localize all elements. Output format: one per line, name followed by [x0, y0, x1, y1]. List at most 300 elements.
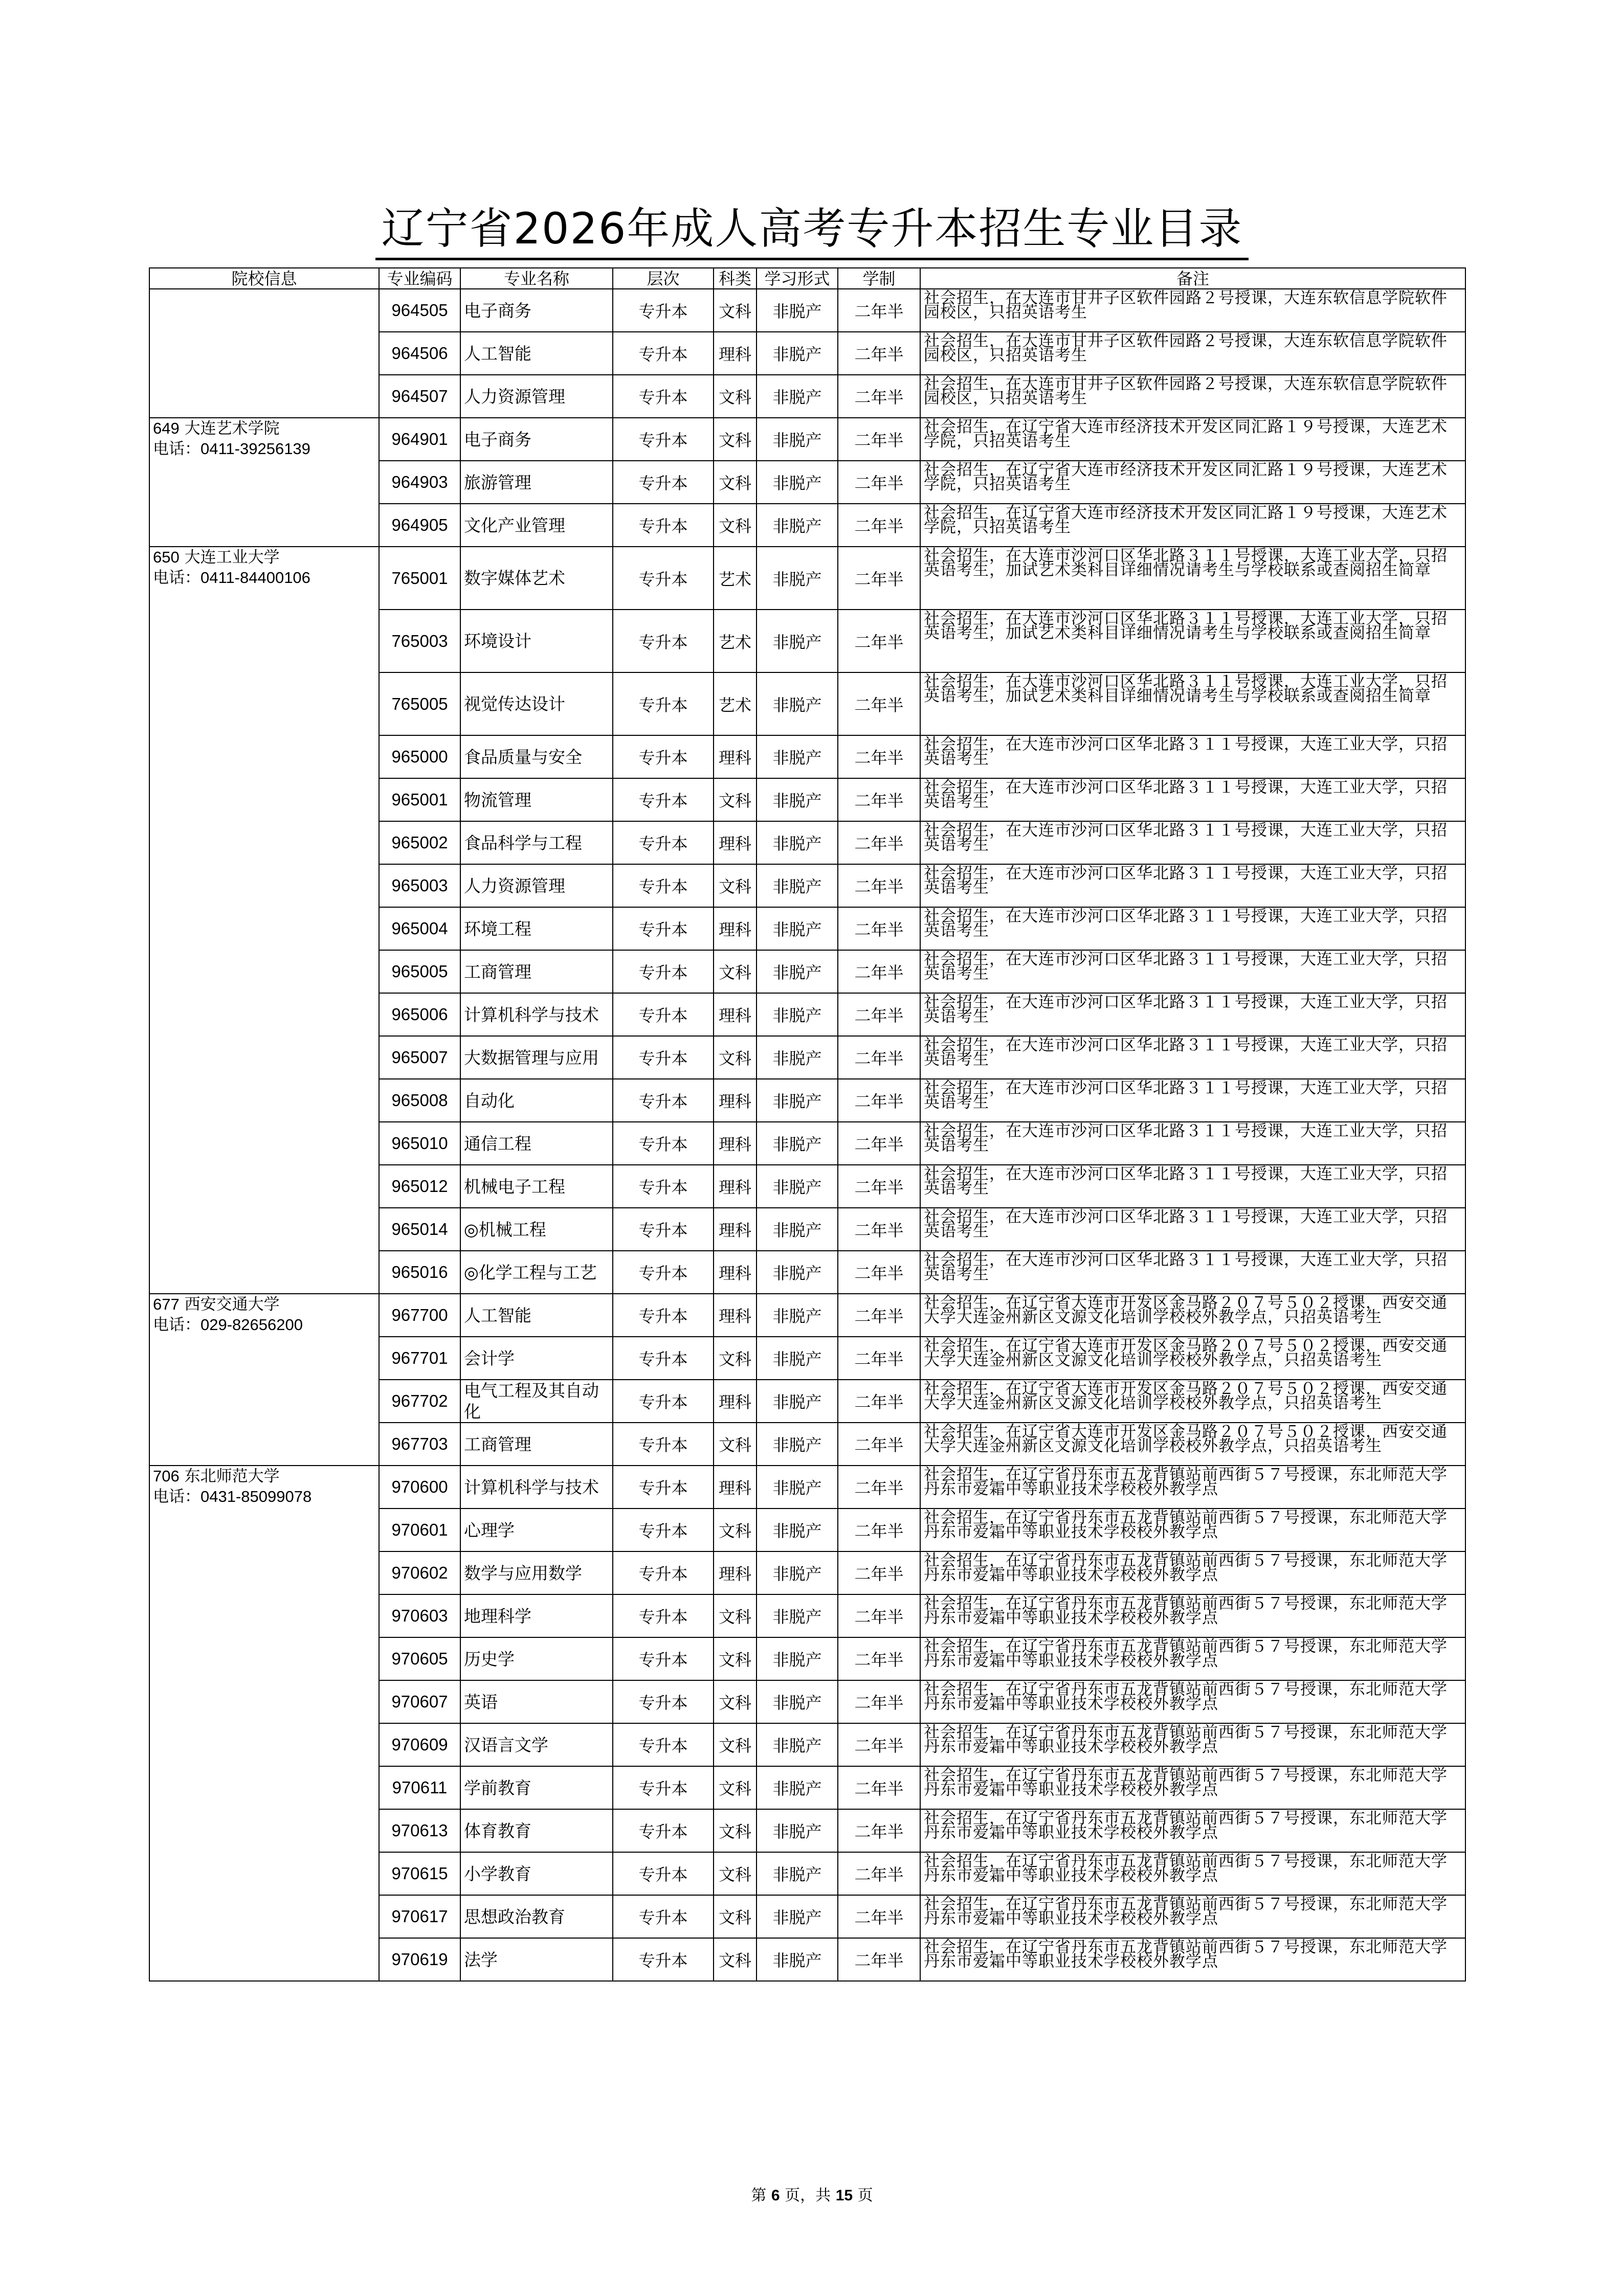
major-name-cell: 食品科学与工程 — [460, 821, 613, 864]
category-cell: 理科 — [714, 821, 757, 864]
category-cell: 理科 — [714, 1294, 757, 1337]
footer-prefix: 第 — [751, 2187, 767, 2204]
institution-name-line — [153, 547, 375, 568]
remarks-cell: 社会招生，在辽宁省丹东市五龙背镇站前西街５７号授课，东北师范大学丹东市爱霜中等职业技术学校校外教学点 — [920, 1509, 1465, 1551]
remarks-cell: 社会招生，在大连市沙河口区华北路３１１号授课，大连工业大学，只招英语考生 — [920, 1036, 1465, 1079]
major-code-cell: 964905 — [379, 504, 460, 547]
major-code-cell: 965016 — [379, 1251, 460, 1294]
duration-cell: 二年半 — [838, 1938, 920, 1981]
major-code-cell: 970617 — [379, 1895, 460, 1938]
page-title — [0, 200, 1624, 260]
major-code-cell: 765005 — [379, 672, 460, 735]
category-cell: 文科 — [714, 1938, 757, 1981]
study-form-cell: 非脱产 — [757, 1036, 838, 1079]
major-name-cell: 数字媒体艺术 — [460, 547, 613, 610]
major-name-cell: 英语 — [460, 1680, 613, 1723]
major-code-cell: 970619 — [379, 1938, 460, 1981]
major-name-cell: 工商管理 — [460, 950, 613, 993]
duration-cell: 二年半 — [838, 821, 920, 864]
category-cell: 文科 — [714, 1680, 757, 1723]
category-cell: 文科 — [714, 1895, 757, 1938]
major-name-cell: 计算机科学与技术 — [460, 993, 613, 1036]
major-name-cell: 大数据管理与应用 — [460, 1036, 613, 1079]
remarks-cell: 社会招生，在大连市甘井子区软件园路２号授课，大连东软信息学院软件园校区，只招英语考生 — [920, 375, 1465, 418]
study-form-cell: 非脱产 — [757, 1466, 838, 1509]
level-cell: 专升本 — [613, 1637, 714, 1680]
study-form-cell: 非脱产 — [757, 950, 838, 993]
study-form-cell: 非脱产 — [757, 1723, 838, 1766]
table-row — [149, 1294, 1465, 1337]
category-cell: 理科 — [714, 907, 757, 950]
major-code-cell: 964505 — [379, 289, 460, 332]
category-cell: 文科 — [714, 1723, 757, 1766]
major-name-cell: 食品质量与安全 — [460, 735, 613, 778]
remarks-cell: 社会招生，在大连市沙河口区华北路３１１号授课，大连工业大学，只招英语考生 — [920, 778, 1465, 821]
duration-cell: 二年半 — [838, 864, 920, 907]
institution-cell — [149, 547, 379, 1294]
institution-cell — [149, 289, 379, 418]
header-remarks: 备注 — [920, 268, 1465, 289]
level-cell: 专升本 — [613, 332, 714, 375]
study-form-cell: 非脱产 — [757, 1680, 838, 1723]
remarks-cell: 社会招生，在大连市沙河口区华北路３１１号授课，大连工业大学，只招英语考生，加试艺术类科目详细情况请考生与学校联系或查阅招生简章 — [920, 672, 1465, 735]
duration-cell: 二年半 — [838, 418, 920, 461]
duration-cell: 二年半 — [838, 1680, 920, 1723]
level-cell: 专升本 — [613, 1509, 714, 1551]
institution-name-line — [153, 418, 375, 439]
category-cell: 文科 — [714, 1423, 757, 1466]
remarks-cell: 社会招生，在辽宁省大连市开发区金马路２０７号５０２授课，西安交通大学大连金州新区文源文化培训学校校外教学点，只招英语考生 — [920, 1337, 1465, 1380]
major-name-cell: 人工智能 — [460, 1294, 613, 1337]
footer-suffix: 页 — [857, 2187, 873, 2204]
major-name-cell: 小学教育 — [460, 1852, 613, 1895]
duration-cell: 二年半 — [838, 1723, 920, 1766]
major-code-cell: 970609 — [379, 1723, 460, 1766]
category-cell: 理科 — [714, 1165, 757, 1208]
category-cell: 文科 — [714, 461, 757, 504]
category-cell: 文科 — [714, 950, 757, 993]
category-cell: 文科 — [714, 1809, 757, 1852]
institution-phone: 电话：0431-85099078 — [153, 1488, 312, 1505]
major-name-cell: 心理学 — [460, 1509, 613, 1551]
institution-code: 650 — [153, 548, 180, 566]
level-cell: 专升本 — [613, 461, 714, 504]
major-name-cell: 会计学 — [460, 1337, 613, 1380]
duration-cell: 二年半 — [838, 993, 920, 1036]
duration-cell: 二年半 — [838, 1594, 920, 1637]
duration-cell: 二年半 — [838, 504, 920, 547]
remarks-cell: 社会招生，在辽宁省丹东市五龙背镇站前西街５７号授课，东北师范大学丹东市爱霜中等职业技术学校校外教学点 — [920, 1594, 1465, 1637]
duration-cell: 二年半 — [838, 1122, 920, 1165]
footer-total-pages: 15 — [835, 2187, 853, 2204]
level-cell: 专升本 — [613, 1423, 714, 1466]
institution-code: 649 — [153, 419, 180, 437]
major-code-cell: 765003 — [379, 610, 460, 672]
major-code-cell: 970611 — [379, 1766, 460, 1809]
major-name-cell: ◎化学工程与工艺 — [460, 1251, 613, 1294]
duration-cell: 二年半 — [838, 289, 920, 332]
level-cell: 专升本 — [613, 289, 714, 332]
header-study-form: 学习形式 — [757, 268, 838, 289]
institution-cell — [149, 418, 379, 547]
major-name-cell: 计算机科学与技术 — [460, 1466, 613, 1509]
header-level: 层次 — [613, 268, 714, 289]
major-name-cell: 学前教育 — [460, 1766, 613, 1809]
category-cell: 文科 — [714, 778, 757, 821]
duration-cell: 二年半 — [838, 1294, 920, 1337]
remarks-cell: 社会招生，在大连市沙河口区华北路３１１号授课，大连工业大学，只招英语考生 — [920, 1079, 1465, 1122]
major-code-cell: 970613 — [379, 1809, 460, 1852]
remarks-cell: 社会招生，在大连市沙河口区华北路３１１号授课，大连工业大学，只招英语考生，加试艺术类科目详细情况请考生与学校联系或查阅招生简章 — [920, 547, 1465, 610]
major-name-cell: 汉语言文学 — [460, 1723, 613, 1766]
major-code-cell: 965006 — [379, 993, 460, 1036]
header-major-name: 专业名称 — [460, 268, 613, 289]
category-cell: 艺术 — [714, 547, 757, 610]
major-code-cell: 967701 — [379, 1337, 460, 1380]
major-code-cell: 965001 — [379, 778, 460, 821]
category-cell: 理科 — [714, 332, 757, 375]
page-title-text: 辽宁省2026年成人高考专升本招生专业目录 — [375, 200, 1249, 260]
study-form-cell: 非脱产 — [757, 1637, 838, 1680]
major-code-cell: 967702 — [379, 1380, 460, 1423]
major-name-cell: 环境工程 — [460, 907, 613, 950]
level-cell: 专升本 — [613, 1380, 714, 1423]
level-cell: 专升本 — [613, 1251, 714, 1294]
level-cell: 专升本 — [613, 778, 714, 821]
remarks-cell: 社会招生，在大连市沙河口区华北路３１１号授课，大连工业大学，只招英语考生 — [920, 821, 1465, 864]
major-name-cell: 电子商务 — [460, 289, 613, 332]
category-cell: 文科 — [714, 504, 757, 547]
major-name-cell: 体育教育 — [460, 1809, 613, 1852]
category-cell: 文科 — [714, 289, 757, 332]
major-name-cell: 数学与应用数学 — [460, 1551, 613, 1594]
study-form-cell: 非脱产 — [757, 1165, 838, 1208]
duration-cell: 二年半 — [838, 1509, 920, 1551]
level-cell: 专升本 — [613, 504, 714, 547]
level-cell: 专升本 — [613, 1852, 714, 1895]
header-major-code: 专业编码 — [379, 268, 460, 289]
duration-cell: 二年半 — [838, 1895, 920, 1938]
major-code-cell: 964901 — [379, 418, 460, 461]
major-code-cell: 970601 — [379, 1509, 460, 1551]
major-code-cell: 965002 — [379, 821, 460, 864]
remarks-cell: 社会招生，在大连市沙河口区华北路３１１号授课，大连工业大学，只招英语考生，加试艺术类科目详细情况请考生与学校联系或查阅招生简章 — [920, 610, 1465, 672]
study-form-cell: 非脱产 — [757, 1294, 838, 1337]
study-form-cell: 非脱产 — [757, 1380, 838, 1423]
major-code-cell: 965007 — [379, 1036, 460, 1079]
category-cell: 文科 — [714, 418, 757, 461]
table-header-row — [149, 268, 1465, 289]
footer-middle: 页，共 — [785, 2187, 831, 2204]
duration-cell: 二年半 — [838, 1466, 920, 1509]
institution-name: 大连工业大学 — [184, 548, 280, 567]
category-cell: 文科 — [714, 864, 757, 907]
duration-cell: 二年半 — [838, 1165, 920, 1208]
remarks-cell: 社会招生，在大连市甘井子区软件园路２号授课，大连东软信息学院软件园校区，只招英语考生 — [920, 289, 1465, 332]
remarks-cell: 社会招生，在辽宁省丹东市五龙背镇站前西街５７号授课，东北师范大学丹东市爱霜中等职业技术学校校外教学点 — [920, 1809, 1465, 1852]
study-form-cell: 非脱产 — [757, 1122, 838, 1165]
remarks-cell: 社会招生，在辽宁省大连市经济技术开发区同汇路１９号授课，大连艺术学院，只招英语考生 — [920, 504, 1465, 547]
major-code-cell: 965010 — [379, 1122, 460, 1165]
study-form-cell: 非脱产 — [757, 864, 838, 907]
study-form-cell: 非脱产 — [757, 735, 838, 778]
category-cell: 理科 — [714, 1079, 757, 1122]
duration-cell: 二年半 — [838, 1551, 920, 1594]
remarks-cell: 社会招生，在大连市沙河口区华北路３１１号授课，大连工业大学，只招英语考生 — [920, 1251, 1465, 1294]
study-form-cell: 非脱产 — [757, 672, 838, 735]
duration-cell: 二年半 — [838, 1852, 920, 1895]
level-cell: 专升本 — [613, 1079, 714, 1122]
level-cell: 专升本 — [613, 1723, 714, 1766]
remarks-cell: 社会招生，在大连市甘井子区软件园路２号授课，大连东软信息学院软件园校区，只招英语考生 — [920, 332, 1465, 375]
remarks-cell: 社会招生，在辽宁省丹东市五龙背镇站前西街５７号授课，东北师范大学丹东市爱霜中等职业技术学校校外教学点 — [920, 1852, 1465, 1895]
major-name-cell: 旅游管理 — [460, 461, 613, 504]
study-form-cell: 非脱产 — [757, 1766, 838, 1809]
level-cell: 专升本 — [613, 672, 714, 735]
remarks-cell: 社会招生，在辽宁省丹东市五龙背镇站前西街５７号授课，东北师范大学丹东市爱霜中等职业技术学校校外教学点 — [920, 1466, 1465, 1509]
level-cell: 专升本 — [613, 1466, 714, 1509]
institution-name: 东北师范大学 — [184, 1467, 280, 1485]
major-name-cell: 电气工程及其自动化 — [460, 1380, 613, 1423]
category-cell: 艺术 — [714, 672, 757, 735]
study-form-cell: 非脱产 — [757, 1509, 838, 1551]
remarks-cell: 社会招生，在辽宁省丹东市五龙背镇站前西街５７号授课，东北师范大学丹东市爱霜中等职业技术学校校外教学点 — [920, 1895, 1465, 1938]
major-name-cell: 环境设计 — [460, 610, 613, 672]
duration-cell: 二年半 — [838, 332, 920, 375]
institution-name-line — [153, 1294, 375, 1315]
major-name-cell: 工商管理 — [460, 1423, 613, 1466]
major-code-cell: 970607 — [379, 1680, 460, 1723]
major-name-cell: 法学 — [460, 1938, 613, 1981]
study-form-cell: 非脱产 — [757, 778, 838, 821]
major-name-cell: 机械电子工程 — [460, 1165, 613, 1208]
level-cell: 专升本 — [613, 950, 714, 993]
remarks-cell: 社会招生，在大连市沙河口区华北路３１１号授课，大连工业大学，只招英语考生 — [920, 993, 1465, 1036]
study-form-cell: 非脱产 — [757, 1208, 838, 1251]
duration-cell: 二年半 — [838, 1423, 920, 1466]
level-cell: 专升本 — [613, 1809, 714, 1852]
major-code-cell: 970603 — [379, 1594, 460, 1637]
major-code-cell: 965000 — [379, 735, 460, 778]
remarks-cell: 社会招生，在辽宁省丹东市五龙背镇站前西街５７号授课，东北师范大学丹东市爱霜中等职业技术学校校外教学点 — [920, 1680, 1465, 1723]
remarks-cell: 社会招生，在辽宁省大连市经济技术开发区同汇路１９号授课，大连艺术学院，只招英语考生 — [920, 418, 1465, 461]
category-cell: 理科 — [714, 1466, 757, 1509]
study-form-cell: 非脱产 — [757, 821, 838, 864]
level-cell: 专升本 — [613, 375, 714, 418]
category-cell: 文科 — [714, 1852, 757, 1895]
study-form-cell: 非脱产 — [757, 1594, 838, 1637]
major-code-cell: 970602 — [379, 1551, 460, 1594]
study-form-cell: 非脱产 — [757, 1551, 838, 1594]
remarks-cell: 社会招生，在辽宁省大连市开发区金马路２０７号５０２授课，西安交通大学大连金州新区文源文化培训学校校外教学点，只招英语考生 — [920, 1423, 1465, 1466]
major-name-cell: 地理科学 — [460, 1594, 613, 1637]
major-code-cell: 965008 — [379, 1079, 460, 1122]
major-code-cell: 967703 — [379, 1423, 460, 1466]
duration-cell: 二年半 — [838, 735, 920, 778]
remarks-cell: 社会招生，在辽宁省丹东市五龙背镇站前西街５７号授课，东北师范大学丹东市爱霜中等职业技术学校校外教学点 — [920, 1551, 1465, 1594]
category-cell: 文科 — [714, 1766, 757, 1809]
major-code-cell: 967700 — [379, 1294, 460, 1337]
major-name-cell: 视觉传达设计 — [460, 672, 613, 735]
institution-code: 706 — [153, 1467, 180, 1485]
institution-name-line — [153, 1466, 375, 1487]
level-cell: 专升本 — [613, 418, 714, 461]
study-form-cell: 非脱产 — [757, 332, 838, 375]
institution-cell — [149, 1466, 379, 1981]
remarks-cell: 社会招生，在辽宁省丹东市五龙背镇站前西街５７号授课，东北师范大学丹东市爱霜中等职业技术学校校外教学点 — [920, 1723, 1465, 1766]
remarks-cell: 社会招生，在辽宁省大连市开发区金马路２０７号５０２授课，西安交通大学大连金州新区文源文化培训学校校外教学点，只招英语考生 — [920, 1294, 1465, 1337]
study-form-cell: 非脱产 — [757, 610, 838, 672]
page-footer — [0, 2186, 1624, 2206]
category-cell: 理科 — [714, 1251, 757, 1294]
level-cell: 专升本 — [613, 907, 714, 950]
major-code-cell: 970615 — [379, 1852, 460, 1895]
major-code-cell: 970605 — [379, 1637, 460, 1680]
level-cell: 专升本 — [613, 821, 714, 864]
major-code-cell: 965004 — [379, 907, 460, 950]
major-code-cell: 965014 — [379, 1208, 460, 1251]
category-cell: 理科 — [714, 1208, 757, 1251]
remarks-cell: 社会招生，在大连市沙河口区华北路３１１号授课，大连工业大学，只招英语考生 — [920, 950, 1465, 993]
duration-cell: 二年半 — [838, 1637, 920, 1680]
major-name-cell: 物流管理 — [460, 778, 613, 821]
catalog-table — [149, 267, 1466, 1982]
category-cell: 艺术 — [714, 610, 757, 672]
major-name-cell: 思想政治教育 — [460, 1895, 613, 1938]
study-form-cell: 非脱产 — [757, 1251, 838, 1294]
institution-name: 大连艺术学院 — [184, 419, 280, 438]
level-cell: 专升本 — [613, 1594, 714, 1637]
duration-cell: 二年半 — [838, 1208, 920, 1251]
level-cell: 专升本 — [613, 1337, 714, 1380]
duration-cell: 二年半 — [838, 907, 920, 950]
level-cell: 专升本 — [613, 1938, 714, 1981]
table-row — [149, 289, 1465, 332]
major-name-cell: 文化产业管理 — [460, 504, 613, 547]
level-cell: 专升本 — [613, 1122, 714, 1165]
level-cell: 专升本 — [613, 1036, 714, 1079]
duration-cell: 二年半 — [838, 1380, 920, 1423]
level-cell: 专升本 — [613, 1766, 714, 1809]
study-form-cell: 非脱产 — [757, 1895, 838, 1938]
category-cell: 文科 — [714, 1036, 757, 1079]
level-cell: 专升本 — [613, 735, 714, 778]
major-name-cell: 通信工程 — [460, 1122, 613, 1165]
study-form-cell: 非脱产 — [757, 461, 838, 504]
level-cell: 专升本 — [613, 1680, 714, 1723]
level-cell: 专升本 — [613, 993, 714, 1036]
study-form-cell: 非脱产 — [757, 418, 838, 461]
remarks-cell: 社会招生，在辽宁省大连市开发区金马路２０７号５０２授课，西安交通大学大连金州新区文源文化培训学校校外教学点，只招英语考生 — [920, 1380, 1465, 1423]
major-name-cell: 电子商务 — [460, 418, 613, 461]
category-cell: 理科 — [714, 993, 757, 1036]
level-cell: 专升本 — [613, 547, 714, 610]
category-cell: 文科 — [714, 1509, 757, 1551]
study-form-cell: 非脱产 — [757, 547, 838, 610]
table-row — [149, 547, 1465, 610]
study-form-cell: 非脱产 — [757, 375, 838, 418]
category-cell: 理科 — [714, 1551, 757, 1594]
level-cell: 专升本 — [613, 1208, 714, 1251]
table-row — [149, 1466, 1465, 1509]
institution-code: 677 — [153, 1295, 180, 1313]
duration-cell: 二年半 — [838, 610, 920, 672]
duration-cell: 二年半 — [838, 1036, 920, 1079]
institution-cell — [149, 1294, 379, 1466]
major-name-cell: 历史学 — [460, 1637, 613, 1680]
level-cell: 专升本 — [613, 610, 714, 672]
study-form-cell: 非脱产 — [757, 1809, 838, 1852]
major-name-cell: ◎机械工程 — [460, 1208, 613, 1251]
duration-cell: 二年半 — [838, 778, 920, 821]
institution-phone: 电话：029-82656200 — [153, 1316, 303, 1334]
duration-cell: 二年半 — [838, 950, 920, 993]
remarks-cell: 社会招生，在大连市沙河口区华北路３１１号授课，大连工业大学，只招英语考生 — [920, 1165, 1465, 1208]
header-duration: 学制 — [838, 268, 920, 289]
major-code-cell: 965012 — [379, 1165, 460, 1208]
major-code-cell: 765001 — [379, 547, 460, 610]
major-code-cell: 964903 — [379, 461, 460, 504]
duration-cell: 二年半 — [838, 1251, 920, 1294]
level-cell: 专升本 — [613, 1551, 714, 1594]
duration-cell: 二年半 — [838, 375, 920, 418]
major-code-cell: 970600 — [379, 1466, 460, 1509]
study-form-cell: 非脱产 — [757, 1423, 838, 1466]
footer-page-number: 6 — [771, 2187, 780, 2204]
header-institution: 院校信息 — [149, 268, 379, 289]
remarks-cell: 社会招生，在大连市沙河口区华北路３１１号授课，大连工业大学，只招英语考生 — [920, 1122, 1465, 1165]
institution-name: 西安交通大学 — [184, 1295, 280, 1314]
remarks-cell: 社会招生，在辽宁省大连市经济技术开发区同汇路１９号授课，大连艺术学院，只招英语考生 — [920, 461, 1465, 504]
category-cell: 文科 — [714, 375, 757, 418]
major-name-cell: 人力资源管理 — [460, 864, 613, 907]
level-cell: 专升本 — [613, 1165, 714, 1208]
study-form-cell: 非脱产 — [757, 289, 838, 332]
remarks-cell: 社会招生，在辽宁省丹东市五龙背镇站前西街５７号授课，东北师范大学丹东市爱霜中等职业技术学校校外教学点 — [920, 1938, 1465, 1981]
remarks-cell: 社会招生，在大连市沙河口区华北路３１１号授课，大连工业大学，只招英语考生 — [920, 907, 1465, 950]
major-name-cell: 人力资源管理 — [460, 375, 613, 418]
institution-phone: 电话：0411-84400106 — [153, 569, 310, 587]
remarks-cell: 社会招生，在辽宁省丹东市五龙背镇站前西街５７号授课，东北师范大学丹东市爱霜中等职业技术学校校外教学点 — [920, 1766, 1465, 1809]
category-cell: 文科 — [714, 1337, 757, 1380]
study-form-cell: 非脱产 — [757, 993, 838, 1036]
category-cell: 理科 — [714, 1380, 757, 1423]
header-category: 科类 — [714, 268, 757, 289]
catalog-body — [149, 289, 1465, 1981]
duration-cell: 二年半 — [838, 547, 920, 610]
duration-cell: 二年半 — [838, 461, 920, 504]
level-cell: 专升本 — [613, 864, 714, 907]
duration-cell: 二年半 — [838, 1337, 920, 1380]
major-code-cell: 965003 — [379, 864, 460, 907]
duration-cell: 二年半 — [838, 1766, 920, 1809]
remarks-cell: 社会招生，在大连市沙河口区华北路３１１号授课，大连工业大学，只招英语考生 — [920, 864, 1465, 907]
major-code-cell: 965005 — [379, 950, 460, 993]
major-name-cell: 人工智能 — [460, 332, 613, 375]
institution-phone: 电话：0411-39256139 — [153, 440, 310, 458]
study-form-cell: 非脱产 — [757, 1079, 838, 1122]
study-form-cell: 非脱产 — [757, 1337, 838, 1380]
table-row — [149, 418, 1465, 461]
study-form-cell: 非脱产 — [757, 907, 838, 950]
category-cell: 文科 — [714, 1594, 757, 1637]
duration-cell: 二年半 — [838, 1079, 920, 1122]
study-form-cell: 非脱产 — [757, 504, 838, 547]
study-form-cell: 非脱产 — [757, 1938, 838, 1981]
level-cell: 专升本 — [613, 1895, 714, 1938]
category-cell: 文科 — [714, 1637, 757, 1680]
level-cell: 专升本 — [613, 1294, 714, 1337]
